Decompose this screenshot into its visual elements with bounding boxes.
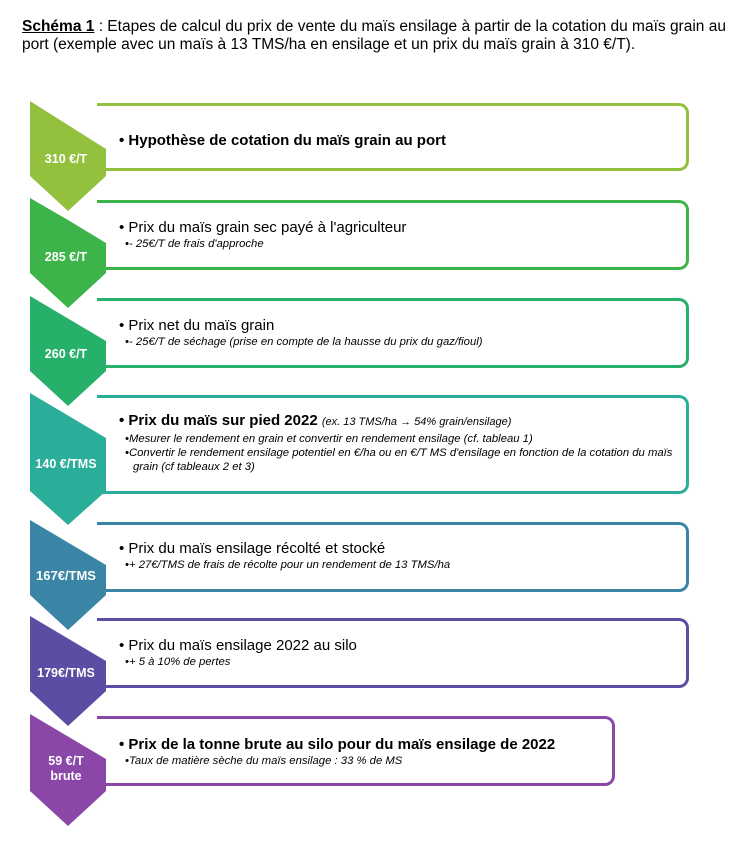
step-note: •+ 5 à 10% de pertes bbox=[125, 656, 231, 668]
step-title: • Prix du maïs ensilage récolté et stocké bbox=[119, 540, 386, 557]
step-chevron-2 bbox=[30, 198, 106, 308]
step-chevron-1 bbox=[30, 101, 106, 211]
step-box-7 bbox=[97, 716, 615, 786]
step-chevron-5 bbox=[30, 520, 106, 630]
step-value: 179€/TMS bbox=[37, 666, 95, 680]
step-title-wrap bbox=[119, 411, 674, 432]
step-title: • Prix du maïs sur pied 2022 bbox=[119, 412, 318, 429]
step-box-4 bbox=[97, 395, 689, 494]
caption-text: : Etapes de calcul du prix de vente du maïs ensilage à partir de la cotation du maïs grain au port (exemple avec un maïs à 13 TMS/ha en ensilage et un prix du maïs grain à 310 €/T). bbox=[22, 18, 726, 53]
step-note: •Taux de matière sèche du maïs ensilage : 33 % de MS bbox=[125, 755, 403, 767]
step-title: • Prix du maïs ensilage 2022 au silo bbox=[119, 637, 357, 654]
step-title-note: (ex. 13 TMS/ha → 54% grain/ensilage) bbox=[321, 416, 512, 428]
step-title: • Prix de la tonne brute au silo pour du maïs ensilage de 2022 bbox=[119, 736, 556, 753]
step-box-1 bbox=[97, 103, 689, 171]
step-chevron-7 bbox=[30, 714, 106, 826]
step-note: •Mesurer le rendement en grain et convertir en rendement ensilage (cf. tableau 1) bbox=[125, 433, 533, 445]
step-value: 260 €/T bbox=[44, 347, 88, 361]
step-title: • Hypothèse de cotation du maïs grain au port bbox=[119, 132, 446, 149]
step-note: •Convertir le rendement ensilage potentiel en €/ha ou en €/T MS d'ensilage en fonction de la cotation du maïs grain (cf tableaux 2 et 3) bbox=[125, 447, 673, 473]
caption-label: Schéma 1 bbox=[22, 18, 95, 35]
step-title: • Prix du maïs grain sec payé à l'agriculteur bbox=[119, 219, 407, 236]
step-value: 285 €/T bbox=[44, 250, 88, 264]
step-note: •+ 27€/TMS de frais de récolte pour un rendement de 13 TMS/ha bbox=[125, 559, 451, 571]
step-box-5 bbox=[97, 522, 689, 592]
step-value: 59 €/T brute bbox=[48, 754, 84, 783]
step-chevron-6 bbox=[30, 616, 106, 726]
step-note: •- 25€/T de frais d'approche bbox=[125, 238, 264, 250]
step-value: 140 €/TMS bbox=[35, 457, 97, 471]
step-box-3 bbox=[97, 298, 689, 368]
step-chevron-4 bbox=[30, 393, 106, 525]
step-box-2 bbox=[97, 200, 689, 270]
step-title: • Prix net du maïs grain bbox=[119, 317, 275, 334]
figure-caption bbox=[22, 18, 727, 54]
step-note: •- 25€/T de séchage (prise en compte de la hausse du prix du gaz/fioul) bbox=[125, 336, 483, 348]
step-chevron-3 bbox=[30, 296, 106, 406]
step-value: 310 €/T bbox=[44, 152, 88, 166]
step-box-6 bbox=[97, 618, 689, 688]
step-value: 167€/TMS bbox=[36, 568, 96, 583]
